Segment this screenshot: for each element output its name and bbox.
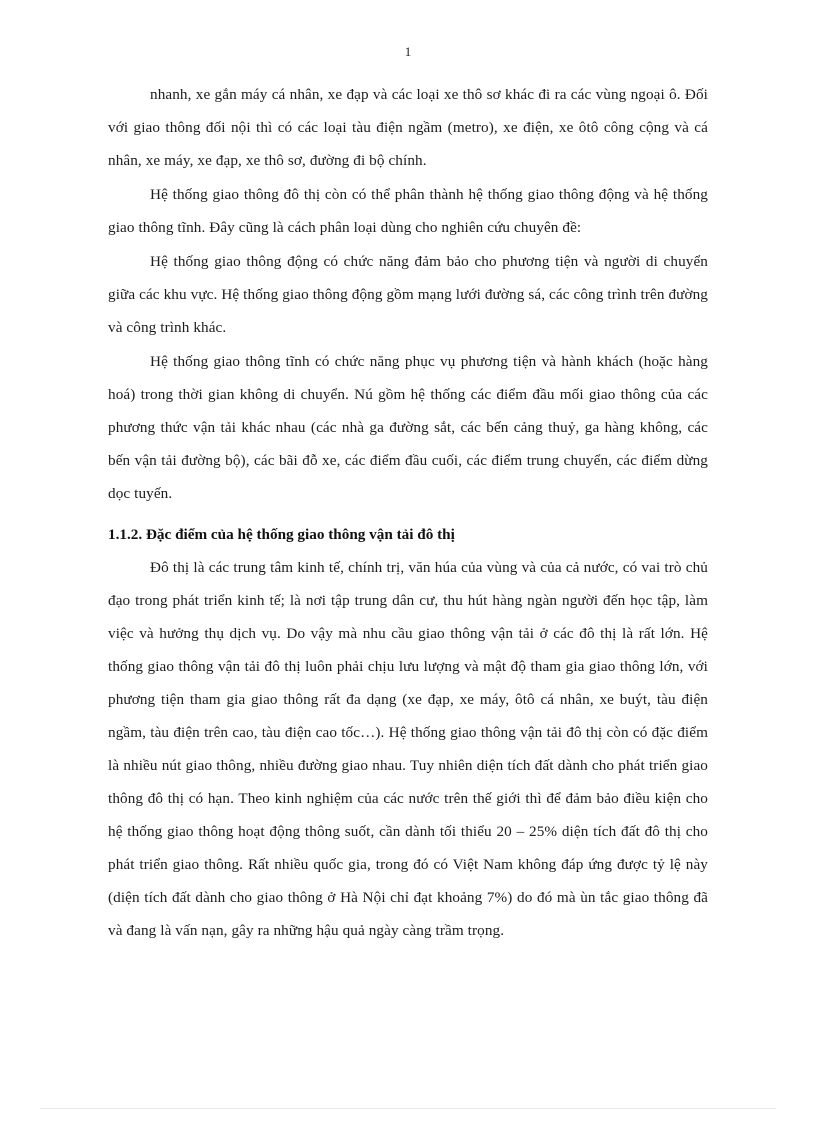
page-number: 1 [404, 44, 412, 59]
paragraph: Hệ thống giao thông tĩnh có chức năng phục vụ phương tiện và hành khách (hoặc hàng hoá) trong thời gian không di chuyển. Nú gồm hệ thống các điểm đầu mối giao thông của các phương thức vận tải khác nhau (các nhà ga đường sắt, các bến cảng thuỷ, ga hàng không, các bến vận tải đường bộ), các bãi đỗ xe, các điểm đầu cuối, các điểm trung chuyển, các điểm dừng dọc tuyến. [108, 353, 708, 502]
page-content [108, 78, 708, 948]
paragraph: Hệ thống giao thông đô thị còn có thể phân thành hệ thống giao thông động và hệ thống giao thông tĩnh. Đây cũng là cách phân loại dùng cho nghiên cứu chuyên đề: [108, 186, 708, 236]
paragraph: nhanh, xe gắn máy cá nhân, xe đạp và các loại xe thô sơ khác đi ra các vùng ngoại ô. Đối với giao thông đối nội thì có các loại tàu điện ngầm (metro), xe điện, xe ôtô công cộng và cá nhân, xe máy, xe đạp, xe thô sơ, đường đi bộ chính. [108, 86, 708, 169]
paragraph: Đô thị là các trung tâm kinh tế, chính trị, văn húa của vùng và của cả nước, có vai trò chủ đạo trong phát triển kinh tế; là nơi tập trung dân cư, thu hút hàng ngàn người đến học tập, làm việc và hưởng thụ dịch vụ. Do vậy mà nhu cầu giao thông vận tải ở các đô thị là rất lớn. Hệ thống giao thông vận tải đô thị luôn phải chịu lưu lượng và mật độ tham gia giao thông lớn, với phương tiện tham gia giao thông rất đa dạng (xe đạp, xe máy, ôtô cá nhân, xe buýt, tàu điện ngầm, tàu điện trên cao, tàu điện cao tốc…). Hệ thống giao thông vận tải đô thị còn có đặc điểm là nhiều nút giao thông, nhiều đường giao nhau. Tuy nhiên diện tích đất dành cho phát triển giao thông đô thị có hạn. Theo kinh nghiệm của các nước trên thế giới thì để đảm bảo điều kiện cho hệ thống giao thông hoạt động thông suốt, cần dành tối thiểu 20 – 25% diện tích đất đô thị cho phát triển giao thông. Rất nhiều quốc gia, trong đó có Việt Nam không đáp ứng được tỷ lệ này (diện tích đất dành cho giao thông ở Hà Nội chỉ đạt khoảng 7%) do đó mà ùn tắc giao thông đã và đang là vấn nạn, gây ra những hậu quả ngày càng trầm trọng. [108, 559, 708, 939]
section-heading: 1.1.2. Đặc điểm của hệ thống giao thông vận tải đô thị [108, 526, 455, 543]
footer-divider [40, 1108, 776, 1109]
paragraph: Hệ thống giao thông động có chức năng đảm bảo cho phương tiện và người di chuyển giữa các khu vực. Hệ thống giao thông động gồm mạng lưới đường sá, các công trình trên đường và công trình khác. [108, 253, 708, 336]
